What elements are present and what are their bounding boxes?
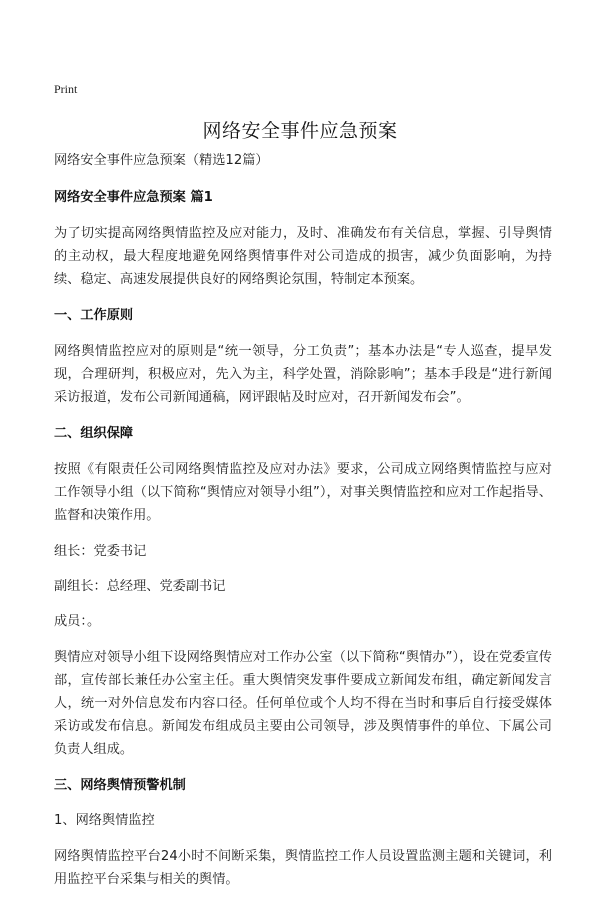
organization-paragraph: 按照《有限责任公司网络舆情监控及应对办法》要求，公司成立网络舆情监控与应对工作领导小组（以下简称“舆情应对领导小组”），对事关舆情监控和应对工作起指导、监督和决策作用。 — [54, 462, 552, 523]
heading-work-principles: 一、工作原则 — [54, 308, 134, 323]
section-title: 网络安全事件应急预案 篇1 — [54, 190, 213, 205]
deputy-line: 副组长：总经理、党委副书记 — [54, 579, 226, 594]
monitoring-paragraph: 网络舆情监控平台24小时不间断采集，舆情监控工作人员设置监测主题和关键词，利用监控平台采集与相关的舆情。 — [54, 849, 552, 887]
heading-organization: 二、组织保障 — [54, 426, 134, 441]
document-body — [54, 150, 552, 905]
leader-line: 组长：党委书记 — [54, 544, 147, 559]
principles-paragraph: 网络舆情监控应对的原则是“统一领导，分工负责”；基本办法是“专人巡查，提早发现，合理研判，积极应对，先入为主，科学处置，消除影响”；基本手段是“进行新闻采访报道，发布公司新闻通稿，网评跟帖及时应对，召开新闻发布会”。 — [54, 344, 552, 405]
office-paragraph: 舆情应对领导小组下设网络舆情应对工作办公室（以下简称“舆情办”），设在党委宣传部，宣传部长兼任办公室主任。重大舆情突发事件要成立新闻发布组，确定新闻发言人，统一对外信息发布内容口径。任何单位或个人均不得在当时和事后自行接受媒体采访或发布信息。新闻发布组成员主要由公司领导，涉及舆情事件的单位、下属公司负责人组成。 — [54, 650, 552, 757]
document-subtitle: 网络安全事件应急预案（精选12篇） — [54, 153, 269, 168]
intro-paragraph: 为了切实提高网络舆情监控及应对能力，及时、准确发布有关信息，掌握、引导舆情的主动权，最大程度地避免网络舆情事件对公司造成的损害，减少负面影响，为持续、稳定、高速发展提供良好的网络舆论氛围，特制定本预案。 — [54, 226, 552, 287]
page-title: 网络安全事件应急预案 — [202, 120, 398, 142]
members-line: 成员：。 — [54, 614, 101, 629]
heading-warning-mechanism: 三、网络舆情预警机制 — [54, 778, 186, 793]
subheading-monitoring: 1、网络舆情监控 — [54, 813, 155, 828]
print-link[interactable]: Print — [54, 82, 78, 96]
